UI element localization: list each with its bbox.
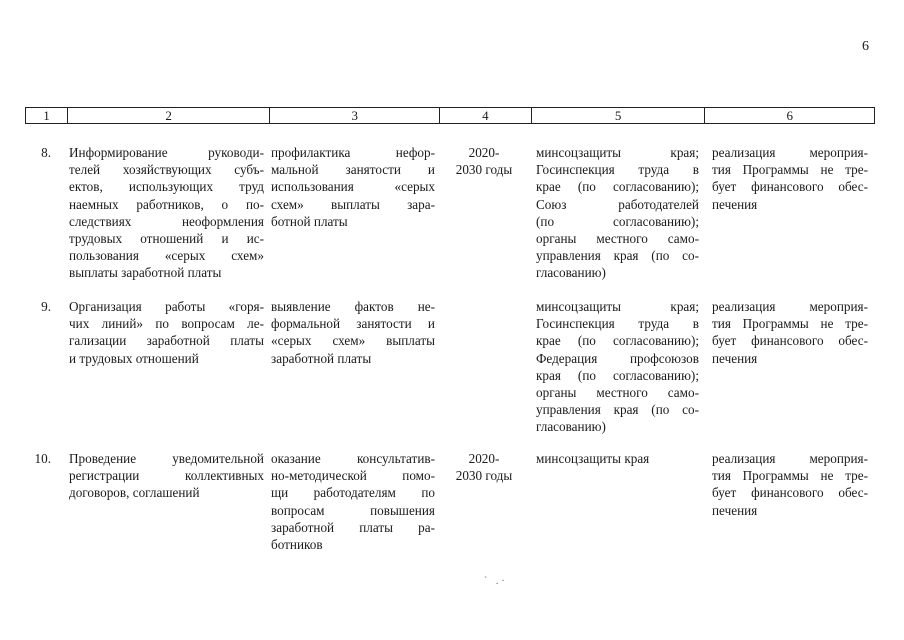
cell-line: и трудовых отношений xyxy=(69,350,199,366)
cell-line: Федерация профсоюзов xyxy=(536,350,699,366)
cell-line: края (по согласованию); xyxy=(536,367,699,383)
table-cell-c5 xyxy=(536,450,699,467)
cell-line: вопросам повышения xyxy=(271,502,435,518)
cell-line: минсоцзащиты края; xyxy=(536,145,699,160)
cell-line: выплаты заработной платы xyxy=(69,265,222,281)
scan-speck: ` .· xyxy=(484,576,508,587)
header-col-2: 2 xyxy=(68,108,271,123)
cell-line: заработной платы xyxy=(271,350,372,366)
cell-line: Союз работодателей xyxy=(536,196,699,212)
table-cell-c6 xyxy=(712,144,868,213)
cell-line: Информирование руководи- xyxy=(69,145,264,160)
cell-line: Госинспекция труда в xyxy=(536,316,699,332)
cell-line: следствиях неоформления xyxy=(69,213,264,229)
table-cell-c6 xyxy=(712,298,868,367)
table-cell-c3 xyxy=(271,450,435,553)
page-number: 6 xyxy=(862,39,869,54)
cell-line: 2030 годы xyxy=(455,468,513,484)
cell-line: «серых схем» выплаты xyxy=(271,333,435,349)
table-cell-c5 xyxy=(536,298,699,436)
cell-line: 2030 годы xyxy=(455,162,513,178)
table-cell-c2 xyxy=(69,144,264,282)
table-cell-c4 xyxy=(448,144,520,178)
cell-line: тия Программы не тре- xyxy=(712,162,868,178)
cell-line: печения xyxy=(712,350,758,366)
cell-line: трудовых отношений и ис- xyxy=(69,230,264,246)
table-cell-c4 xyxy=(448,450,520,484)
cell-line: Проведение уведомительной xyxy=(69,451,264,466)
cell-line: реализация мероприя- xyxy=(712,145,868,160)
cell-line: ботной платы xyxy=(271,213,348,229)
cell-line: управления края (по со- xyxy=(536,402,699,418)
row-number: 9. xyxy=(41,299,51,314)
cell-line: схем» выплаты зара- xyxy=(271,196,435,212)
cell-line: щи работодателям по xyxy=(271,485,435,501)
cell-line: печения xyxy=(712,502,758,518)
cell-line: органы местного само- xyxy=(536,384,699,400)
cell-line: гализации заработной платы xyxy=(69,333,264,349)
cell-line: регистрации коллективных xyxy=(69,468,264,484)
cell-line: 2020- xyxy=(468,451,500,466)
cell-line: тия Программы не тре- xyxy=(712,468,868,484)
cell-line: гласованию) xyxy=(536,419,606,435)
cell-line: договоров, соглашений xyxy=(69,485,200,501)
cell-line: реализация мероприя- xyxy=(712,451,868,466)
table-cell-c2 xyxy=(69,450,264,502)
cell-line: крае (по согласованию); xyxy=(536,179,699,195)
header-col-4: 4 xyxy=(440,108,532,123)
cell-line: бует финансового обес- xyxy=(712,333,868,349)
cell-line: Организация работы «горя- xyxy=(69,299,264,314)
table-cell-c5 xyxy=(536,144,699,282)
cell-line: реализация мероприя- xyxy=(712,299,868,314)
cell-line: телей хозяйствующих субъ- xyxy=(69,162,264,178)
cell-line: но-методической помо- xyxy=(271,468,435,484)
cell-line: 2020- xyxy=(468,145,500,160)
cell-line: органы местного само- xyxy=(536,230,699,246)
table-cell-c6 xyxy=(712,450,868,519)
cell-line: крае (по согласованию); xyxy=(536,333,699,349)
cell-line: мальной занятости и xyxy=(271,162,435,178)
row-number: 10. xyxy=(34,451,51,466)
cell-line: Госинспекция труда в xyxy=(536,162,699,178)
header-col-1: 1 xyxy=(26,108,68,123)
header-col-5: 5 xyxy=(532,108,706,123)
table-cell-c2 xyxy=(69,298,264,367)
cell-line: профилактика нефор- xyxy=(271,145,435,160)
cell-line: заработной платы ра- xyxy=(271,519,435,535)
table-cell-c3 xyxy=(271,144,435,230)
cell-line: гласованию) xyxy=(536,265,606,281)
table-cell-c3 xyxy=(271,298,435,367)
table-header-row xyxy=(25,107,875,124)
cell-line: бует финансового обес- xyxy=(712,179,868,195)
row-number: 8. xyxy=(41,145,51,160)
header-col-6: 6 xyxy=(786,107,793,123)
cell-line: (по согласованию); xyxy=(536,213,699,229)
cell-line: выявление фактов не- xyxy=(271,299,435,314)
cell-line: бует финансового обес- xyxy=(712,485,868,501)
cell-line: тия Программы не тре- xyxy=(712,316,868,332)
cell-line: наемных работников, о по- xyxy=(69,196,264,212)
cell-line: ектов, использующих труд xyxy=(69,179,264,195)
cell-line: печения xyxy=(712,196,758,212)
cell-line: ботников xyxy=(271,536,323,552)
cell-line: оказание консультатив- xyxy=(271,451,435,466)
cell-line: чих линий» по вопросам ле- xyxy=(69,316,264,332)
header-col-3: 3 xyxy=(270,108,440,123)
cell-line: формальной занятости и xyxy=(271,316,435,332)
cell-line: управления края (по со- xyxy=(536,248,699,264)
cell-line: минсоцзащиты края xyxy=(536,451,650,466)
cell-line: пользования «серых схем» xyxy=(69,248,264,264)
cell-line: минсоцзащиты края; xyxy=(536,299,699,314)
cell-line: использования «серых xyxy=(271,179,435,195)
